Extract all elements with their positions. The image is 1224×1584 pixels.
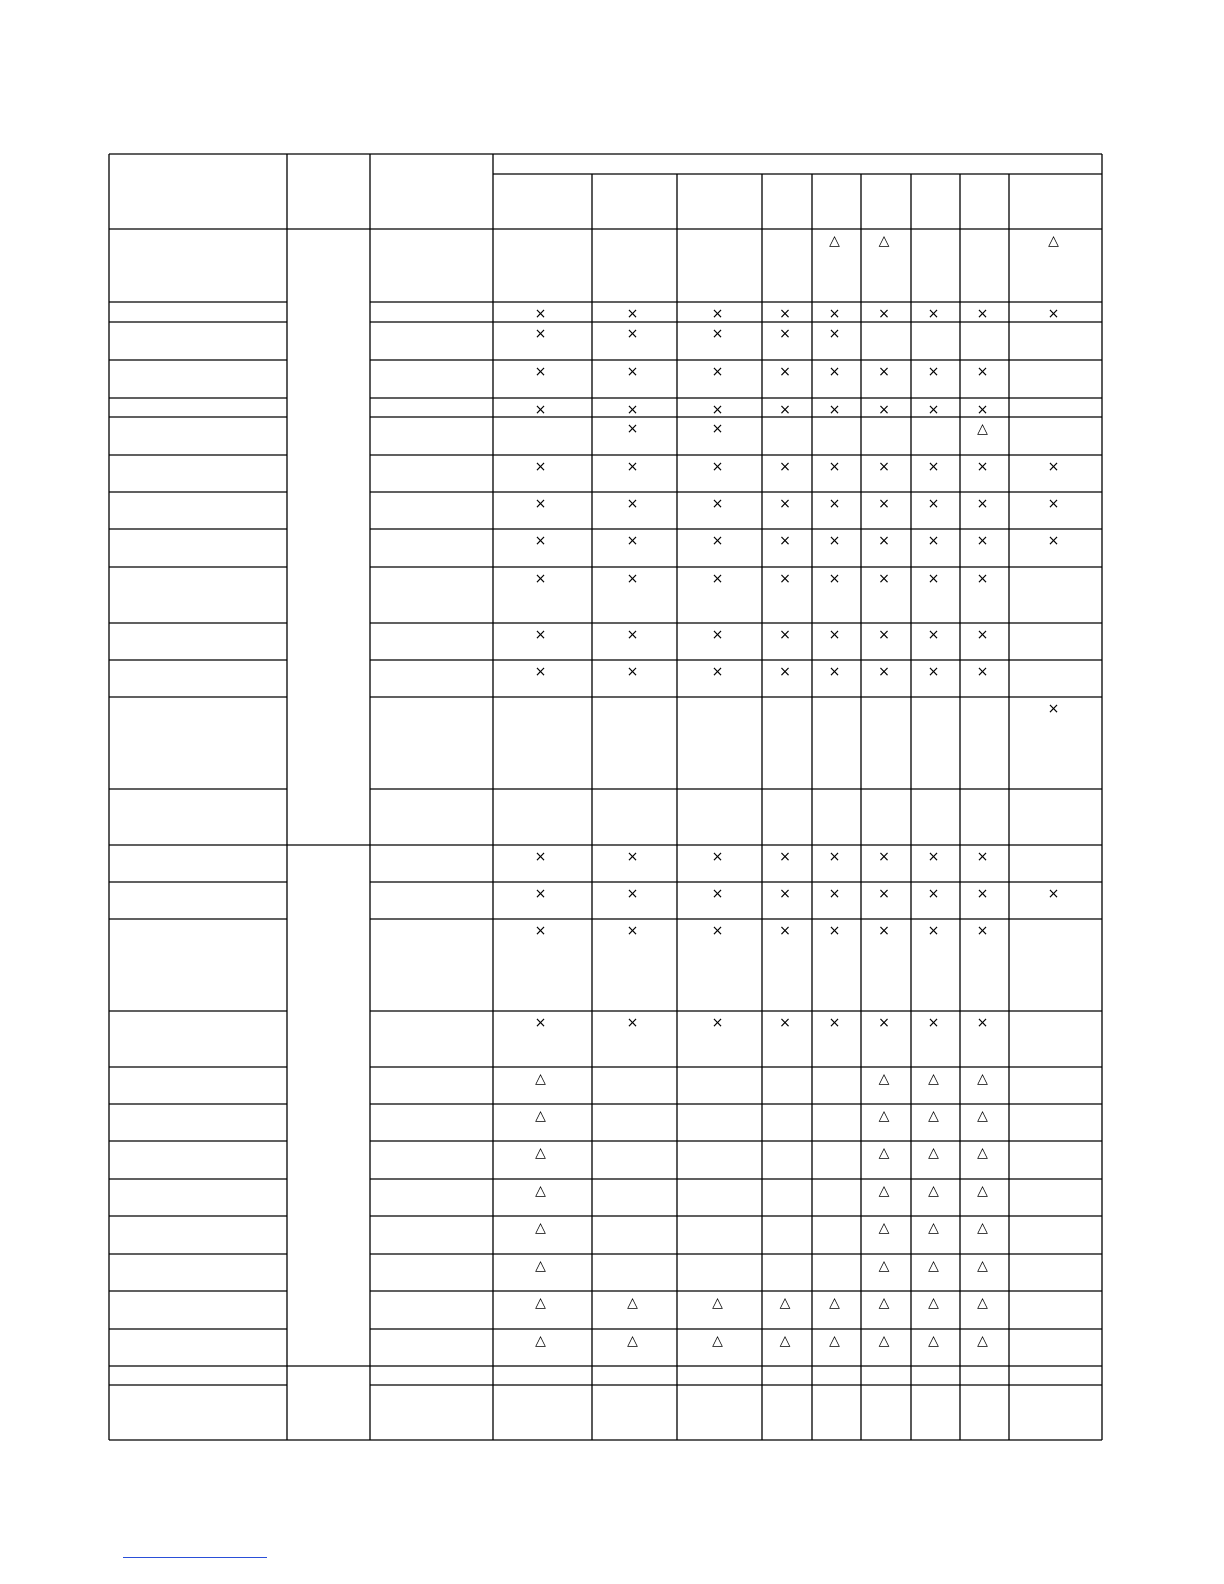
- cross-mark: ×: [711, 326, 724, 342]
- cross-mark: ×: [1047, 886, 1060, 902]
- cross-mark: ×: [878, 923, 890, 939]
- triangle-mark: △: [535, 1295, 546, 1311]
- cross-mark: ×: [927, 627, 940, 643]
- triangle-mark: △: [928, 1333, 939, 1349]
- triangle-mark: △: [928, 1145, 939, 1161]
- triangle-mark: △: [878, 1220, 890, 1236]
- cross-mark: ×: [878, 627, 890, 643]
- cross-mark: ×: [779, 496, 791, 512]
- cross-mark: ×: [626, 496, 639, 512]
- cross-mark: ×: [878, 664, 890, 680]
- cross-mark: ×: [1047, 533, 1060, 549]
- cross-mark: ×: [534, 627, 547, 643]
- cross-mark: ×: [711, 306, 724, 322]
- cross-mark: ×: [779, 459, 791, 475]
- cross-mark: ×: [878, 459, 890, 475]
- cross-mark: ×: [976, 664, 989, 680]
- triangle-mark: △: [878, 1258, 890, 1274]
- cross-mark: ×: [976, 886, 989, 902]
- cross-mark: ×: [711, 627, 724, 643]
- cross-mark: ×: [711, 402, 724, 418]
- triangle-mark: △: [535, 1220, 546, 1236]
- triangle-mark: △: [878, 1295, 890, 1311]
- triangle-mark: △: [712, 1295, 723, 1311]
- triangle-mark: △: [535, 1071, 546, 1087]
- triangle-mark: △: [779, 1295, 791, 1311]
- cross-mark: ×: [976, 849, 989, 865]
- cross-mark: ×: [927, 364, 940, 380]
- cross-mark: ×: [828, 326, 841, 342]
- cross-mark: ×: [976, 459, 989, 475]
- cross-mark: ×: [711, 664, 724, 680]
- cross-mark: ×: [779, 402, 791, 418]
- cross-mark: ×: [711, 923, 724, 939]
- cross-mark: ×: [534, 886, 547, 902]
- cross-mark: ×: [927, 886, 940, 902]
- cross-mark: ×: [534, 571, 547, 587]
- cross-mark: ×: [626, 627, 639, 643]
- triangle-mark: △: [535, 1258, 546, 1274]
- cross-mark: ×: [626, 306, 639, 322]
- cross-mark: ×: [878, 533, 890, 549]
- cross-mark: ×: [976, 1015, 989, 1031]
- table-grid-lines: [109, 154, 1102, 1440]
- cross-mark: ×: [1047, 306, 1060, 322]
- cross-mark: ×: [927, 496, 940, 512]
- triangle-mark: △: [977, 1295, 988, 1311]
- cross-mark: ×: [927, 849, 940, 865]
- cross-mark: ×: [878, 1015, 890, 1031]
- cross-mark: ×: [534, 459, 547, 475]
- cross-mark: ×: [779, 627, 791, 643]
- cross-mark: ×: [927, 1015, 940, 1031]
- triangle-mark: △: [1048, 233, 1059, 249]
- triangle-mark: △: [928, 1183, 939, 1199]
- cross-mark: ×: [534, 849, 547, 865]
- cross-mark: ×: [711, 459, 724, 475]
- triangle-mark: △: [829, 1333, 840, 1349]
- cross-mark: ×: [878, 402, 890, 418]
- cross-mark: ×: [976, 306, 989, 322]
- triangle-mark: △: [712, 1333, 723, 1349]
- cross-mark: ×: [1047, 701, 1060, 717]
- triangle-mark: △: [878, 1108, 890, 1124]
- cross-mark: ×: [828, 306, 841, 322]
- cross-mark: ×: [828, 886, 841, 902]
- cross-mark: ×: [927, 571, 940, 587]
- cross-mark: ×: [534, 402, 547, 418]
- cross-mark: ×: [828, 496, 841, 512]
- triangle-mark: △: [535, 1145, 546, 1161]
- cross-mark: ×: [711, 533, 724, 549]
- cross-mark: ×: [878, 886, 890, 902]
- cross-mark: ×: [828, 571, 841, 587]
- cross-mark: ×: [534, 326, 547, 342]
- triangle-mark: △: [627, 1295, 638, 1311]
- triangle-mark: △: [878, 1183, 890, 1199]
- cross-mark: ×: [828, 459, 841, 475]
- cross-mark: ×: [828, 664, 841, 680]
- cross-mark: ×: [626, 459, 639, 475]
- cross-mark: ×: [976, 571, 989, 587]
- cross-mark: ×: [976, 627, 989, 643]
- cross-mark: ×: [779, 571, 791, 587]
- cross-mark: ×: [878, 571, 890, 587]
- cross-mark: ×: [626, 664, 639, 680]
- triangle-mark: △: [878, 233, 890, 249]
- triangle-mark: △: [928, 1220, 939, 1236]
- cross-mark: ×: [828, 627, 841, 643]
- cross-mark: ×: [711, 364, 724, 380]
- triangle-mark: △: [928, 1108, 939, 1124]
- cross-mark: ×: [927, 664, 940, 680]
- cross-mark: ×: [711, 571, 724, 587]
- cross-mark: ×: [626, 326, 639, 342]
- cross-mark: ×: [626, 364, 639, 380]
- cross-mark: ×: [626, 533, 639, 549]
- cross-mark: ×: [828, 533, 841, 549]
- cross-mark: ×: [927, 459, 940, 475]
- cross-mark: ×: [878, 849, 890, 865]
- cross-mark: ×: [828, 402, 841, 418]
- cross-mark: ×: [711, 849, 724, 865]
- cross-mark: ×: [711, 1015, 724, 1031]
- cross-mark: ×: [534, 306, 547, 322]
- cross-mark: ×: [711, 421, 724, 437]
- cross-mark: ×: [534, 496, 547, 512]
- cross-mark: ×: [779, 326, 791, 342]
- cross-mark: ×: [1047, 496, 1060, 512]
- triangle-mark: △: [977, 1108, 988, 1124]
- cross-mark: ×: [828, 923, 841, 939]
- triangle-mark: △: [928, 1071, 939, 1087]
- triangle-mark: △: [829, 233, 840, 249]
- cross-mark: ×: [626, 1015, 639, 1031]
- triangle-mark: △: [878, 1145, 890, 1161]
- cross-mark: ×: [534, 533, 547, 549]
- cross-mark: ×: [626, 886, 639, 902]
- cross-mark: ×: [626, 849, 639, 865]
- cross-mark: ×: [779, 923, 791, 939]
- cross-mark: ×: [976, 923, 989, 939]
- triangle-mark: △: [977, 421, 988, 437]
- cross-mark: ×: [878, 306, 890, 322]
- cross-mark: ×: [927, 533, 940, 549]
- cross-mark: ×: [976, 402, 989, 418]
- triangle-mark: △: [779, 1333, 791, 1349]
- cross-mark: ×: [711, 496, 724, 512]
- triangle-mark: △: [829, 1295, 840, 1311]
- triangle-mark: △: [977, 1333, 988, 1349]
- triangle-mark: △: [878, 1071, 890, 1087]
- cross-mark: ×: [534, 364, 547, 380]
- triangle-mark: △: [627, 1333, 638, 1349]
- cross-mark: ×: [779, 886, 791, 902]
- cross-mark: ×: [976, 364, 989, 380]
- triangle-mark: △: [535, 1183, 546, 1199]
- cross-mark: ×: [828, 1015, 841, 1031]
- footnote-rule: [123, 1557, 267, 1558]
- cross-mark: ×: [626, 421, 639, 437]
- cross-mark: ×: [711, 886, 724, 902]
- cross-mark: ×: [779, 364, 791, 380]
- triangle-mark: △: [977, 1145, 988, 1161]
- cross-mark: ×: [828, 849, 841, 865]
- triangle-mark: △: [977, 1071, 988, 1087]
- cross-mark: ×: [828, 364, 841, 380]
- triangle-mark: △: [928, 1295, 939, 1311]
- triangle-mark: △: [977, 1220, 988, 1236]
- cross-mark: ×: [534, 1015, 547, 1031]
- cross-mark: ×: [779, 664, 791, 680]
- cross-mark: ×: [779, 849, 791, 865]
- cross-mark: ×: [927, 923, 940, 939]
- cross-mark: ×: [976, 496, 989, 512]
- cross-mark: ×: [779, 533, 791, 549]
- cross-mark: ×: [779, 306, 791, 322]
- triangle-mark: △: [977, 1258, 988, 1274]
- cross-mark: ×: [626, 923, 639, 939]
- cross-mark: ×: [927, 402, 940, 418]
- triangle-mark: △: [535, 1108, 546, 1124]
- cross-mark: ×: [626, 571, 639, 587]
- cross-mark: ×: [534, 923, 547, 939]
- cross-mark: ×: [534, 664, 547, 680]
- triangle-mark: △: [928, 1258, 939, 1274]
- cross-mark: ×: [779, 1015, 791, 1031]
- cross-mark: ×: [927, 306, 940, 322]
- triangle-mark: △: [535, 1333, 546, 1349]
- cross-mark: ×: [976, 533, 989, 549]
- cross-mark: ×: [878, 496, 890, 512]
- triangle-mark: △: [977, 1183, 988, 1199]
- cross-mark: ×: [1047, 459, 1060, 475]
- cross-mark: ×: [878, 364, 890, 380]
- table-marks: [535, 233, 1060, 1349]
- cross-mark: ×: [626, 402, 639, 418]
- triangle-mark: △: [878, 1333, 890, 1349]
